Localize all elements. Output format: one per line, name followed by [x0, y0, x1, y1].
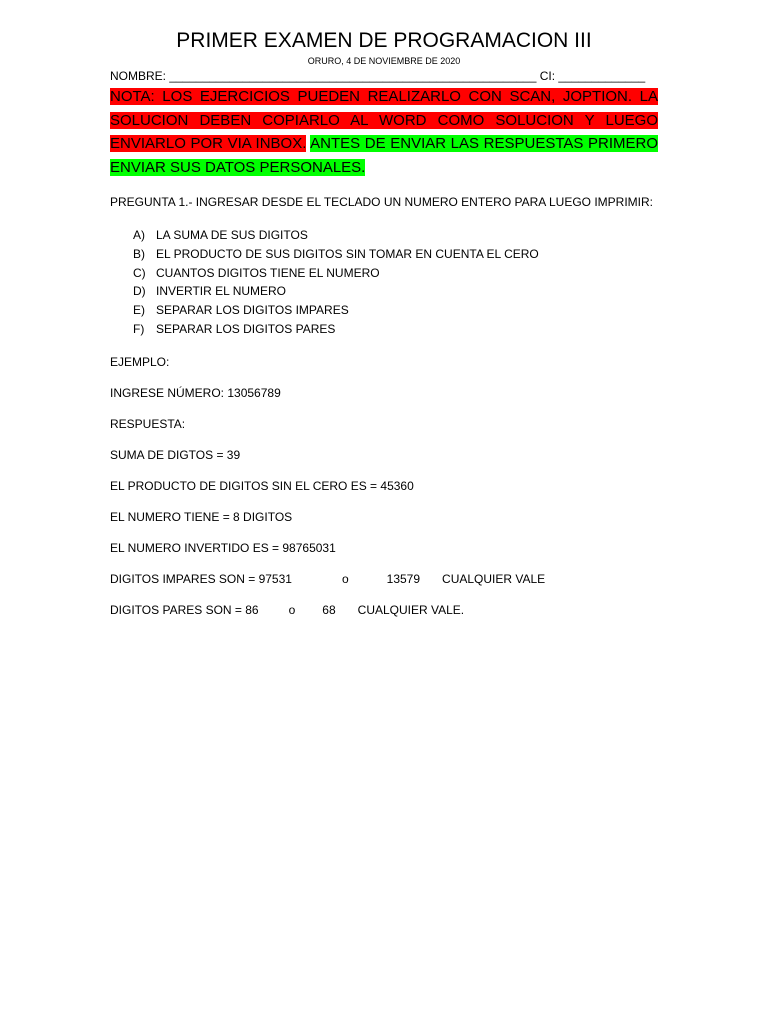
item-letter: D): [133, 284, 146, 299]
item-text: LA SUMA DE SUS DIGITOS: [156, 228, 308, 242]
even-digits-text: DIGITOS PARES SON = 86: [110, 602, 259, 617]
odd-digits-line: [110, 572, 658, 587]
odd-note-text: CUALQUIER VALE: [442, 571, 546, 586]
even-alt-text: 68: [322, 602, 336, 617]
answer-heading: RESPUESTA:: [110, 416, 186, 431]
item-letter: F): [133, 321, 145, 336]
list-item: [133, 282, 658, 301]
nota-red-highlight: NOTA: LOS EJERCICIOS PUEDEN REALIZARLO CON SCAN, JOPTION. LA SOLUCION DEBEN COPIARLO AL WORD COMO SOLUCION Y LUEGO ENVIARLO POR VIA INBOX.: [110, 88, 658, 152]
inverted-line: EL NUMERO INVERTIDO ES = 98765031: [110, 540, 336, 555]
digit-count-line: EL NUMERO TIENE = 8 DIGITOS: [110, 509, 293, 524]
item-letter: C): [133, 265, 146, 280]
question-text: PREGUNTA 1.- INGRESAR DESDE EL TECLADO UN NUMERO ENTERO PARA LUEGO IMPRIMIR:: [110, 195, 653, 209]
name-ci-fields: NOMBRE: _______________________________________________________ CI: _____________: [110, 69, 646, 83]
document-body: [110, 28, 658, 618]
sum-line: SUMA DE DIGTOS = 39: [110, 447, 241, 462]
list-item: [133, 245, 658, 264]
question-item-list: [110, 226, 658, 339]
item-text: CUANTOS DIGITOS TIENE EL NUMERO: [156, 265, 380, 280]
item-letter: A): [133, 228, 145, 242]
even-or-text: o: [288, 602, 296, 617]
list-item: [133, 264, 658, 283]
date-line: ORURO, 4 DE NOVIEMBRE DE 2020: [307, 56, 461, 66]
page-title: PRIMER EXAMEN DE PROGRAMACION III: [176, 29, 592, 52]
item-text: SEPARAR LOS DIGITOS IMPARES: [156, 303, 349, 318]
item-text: EL PRODUCTO DE SUS DIGITOS SIN TOMAR EN CUENTA EL CERO: [156, 246, 539, 261]
item-letter: B): [133, 246, 145, 261]
odd-alt-text: 13579: [386, 571, 421, 586]
example-input-line: INGRESE NÚMERO: 13056789: [110, 385, 281, 400]
nota-green-highlight: ANTES DE ENVIAR LAS RESPUESTAS PRIMERO ENVIAR SUS DATOS PERSONALES.: [110, 135, 659, 176]
list-item: [133, 226, 658, 245]
example-heading: EJEMPLO:: [110, 354, 170, 369]
list-item: [133, 320, 658, 339]
nota-paragraph: [110, 85, 658, 179]
list-item: [133, 301, 658, 320]
product-line: EL PRODUCTO DE DIGITOS SIN EL CERO ES = 45360: [110, 478, 414, 493]
item-text: INVERTIR EL NUMERO: [156, 284, 287, 299]
odd-digits-text: DIGITOS IMPARES SON = 97531: [110, 571, 292, 586]
even-note-text: CUALQUIER VALE.: [357, 602, 465, 617]
even-digits-line: [110, 603, 658, 618]
odd-or-text: o: [341, 571, 349, 586]
item-letter: E): [133, 303, 145, 318]
item-text: SEPARAR LOS DIGITOS PARES: [156, 321, 336, 336]
